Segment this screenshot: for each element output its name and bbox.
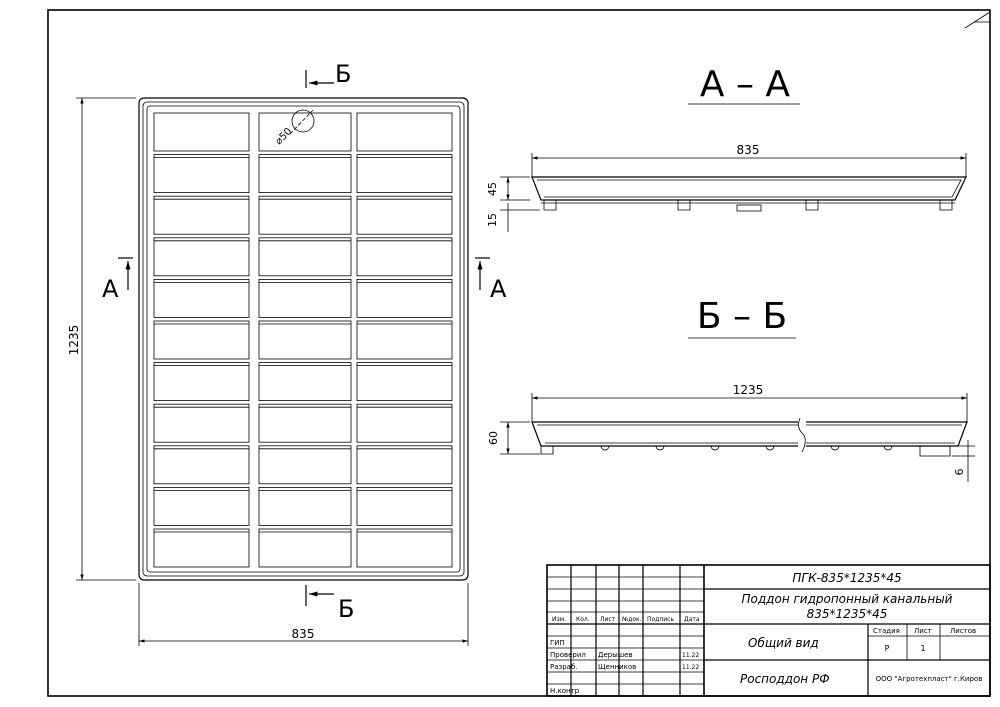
channel-cell xyxy=(154,196,249,234)
channel-cell xyxy=(357,487,452,525)
channel-cell xyxy=(357,404,452,442)
channel-cell xyxy=(357,155,452,193)
aa-profile-outer xyxy=(532,177,966,200)
width-dim-label: 835 xyxy=(291,627,315,641)
bb-break-line xyxy=(799,418,806,452)
section-mark-a-left xyxy=(102,258,133,303)
tb-name-2: Щенников xyxy=(598,663,637,671)
channel-cell xyxy=(259,487,351,525)
aa-profile-inner xyxy=(537,180,961,197)
tb-date-1: 11.22 xyxy=(682,652,700,659)
tb-view: Общий вид xyxy=(748,636,819,650)
channel-cell xyxy=(154,155,249,193)
section-mark-a-right xyxy=(475,258,507,303)
bb-leg-right xyxy=(920,446,950,456)
tb-role-2: Разраб. xyxy=(550,663,578,671)
tb-org: ООО "Агротехпласт" г.Киров xyxy=(875,675,983,683)
section-aa xyxy=(486,64,966,232)
channel-cell xyxy=(259,446,351,484)
channel-cell xyxy=(357,238,452,276)
bb-leg-left xyxy=(541,446,553,454)
channel-cell xyxy=(259,529,351,567)
tb-sheets-label: Листов xyxy=(950,627,977,635)
aa-height-dim-label: 45 xyxy=(486,182,499,196)
aa-support-leg xyxy=(940,200,952,210)
channel-cell xyxy=(259,363,351,401)
channel-cell xyxy=(154,279,249,317)
tb-name-line2: 835*1235*45 xyxy=(806,607,888,621)
svg-text:Б: Б xyxy=(335,60,352,88)
section-mark-b-top xyxy=(306,60,351,88)
tb-header-podpis: Подпись xyxy=(647,616,674,623)
aa-support-leg xyxy=(544,200,556,210)
section-mark-b-bottom xyxy=(306,585,354,623)
tb-stage-label: Стадия xyxy=(873,627,900,635)
height-dim-label: 1235 xyxy=(67,324,81,356)
channel-cell xyxy=(154,529,249,567)
tb-name-1: Дерышев xyxy=(598,651,633,659)
plan-view xyxy=(67,60,507,646)
svg-text:А: А xyxy=(490,275,507,303)
bb-length-dim-label: 1235 xyxy=(732,383,764,397)
channel-cell xyxy=(357,529,452,567)
channel-cell xyxy=(259,404,351,442)
svg-text:Б: Б xyxy=(338,595,355,623)
channel-cell xyxy=(357,113,452,151)
channel-cell xyxy=(357,279,452,317)
tb-name-line1: Поддон гидропонный канальный xyxy=(741,592,953,606)
channel-cell xyxy=(259,238,351,276)
channel-cell xyxy=(154,113,249,151)
channel-cell xyxy=(259,321,351,359)
bb-profile-right xyxy=(806,422,967,446)
channel-grid xyxy=(154,113,452,567)
title-block xyxy=(547,565,990,696)
bb-height-dim-label: 60 xyxy=(487,431,500,445)
tb-role-0: ГИП xyxy=(550,639,565,647)
section-aa-title: А – А xyxy=(699,64,791,105)
tb-code: ПГК-835*1235*45 xyxy=(792,571,902,585)
channel-cell xyxy=(259,196,351,234)
svg-text:А: А xyxy=(102,275,119,303)
section-bb xyxy=(487,296,975,482)
tray-inner-wall xyxy=(147,106,460,572)
channel-cell xyxy=(154,404,249,442)
channel-cell xyxy=(357,446,452,484)
aa-leg-dim-label: 15 xyxy=(486,213,499,227)
tb-header-list: Лист xyxy=(600,616,616,623)
tb-company: Росподдон РФ xyxy=(740,672,830,686)
tb-sheet-value: 1 xyxy=(920,644,926,653)
channel-cell xyxy=(154,238,249,276)
tray-outer-edge xyxy=(139,98,468,580)
tb-date-2: 11.22 xyxy=(682,664,700,671)
channel-cell xyxy=(357,196,452,234)
channel-cell xyxy=(357,363,452,401)
channel-cell xyxy=(259,155,351,193)
tb-sheet-label: Лист xyxy=(914,627,932,635)
tb-header-kol: Кол. xyxy=(576,616,590,623)
channel-cell xyxy=(154,363,249,401)
channel-cell xyxy=(154,487,249,525)
channel-cell xyxy=(154,321,249,359)
aa-support-leg xyxy=(678,200,690,210)
bb-leg-dim-label: 6 xyxy=(953,468,966,476)
drain-hole-leader xyxy=(290,110,313,134)
frame-corner-mark xyxy=(965,12,990,28)
tb-header-izm: Изм. xyxy=(552,616,567,623)
tb-role-4: Н.контр xyxy=(550,687,580,695)
tb-header-data: Дата xyxy=(684,616,700,623)
tb-header-ndok: №док. xyxy=(622,616,642,623)
bb-profile-inner xyxy=(537,425,962,443)
channel-cell xyxy=(154,446,249,484)
channel-cell xyxy=(357,321,452,359)
aa-center-tab xyxy=(737,205,761,211)
channel-cell xyxy=(259,279,351,317)
tb-stage-value: Р xyxy=(884,644,890,653)
tb-role-1: Проверил xyxy=(550,651,586,659)
hole-dim-label: ⌀50 xyxy=(273,126,295,148)
bb-profile-left xyxy=(532,422,798,446)
tray-rim-line xyxy=(143,102,464,576)
aa-support-leg xyxy=(806,200,818,210)
section-bb-title: Б – Б xyxy=(696,296,788,337)
aa-length-dim-label: 835 xyxy=(736,143,760,157)
